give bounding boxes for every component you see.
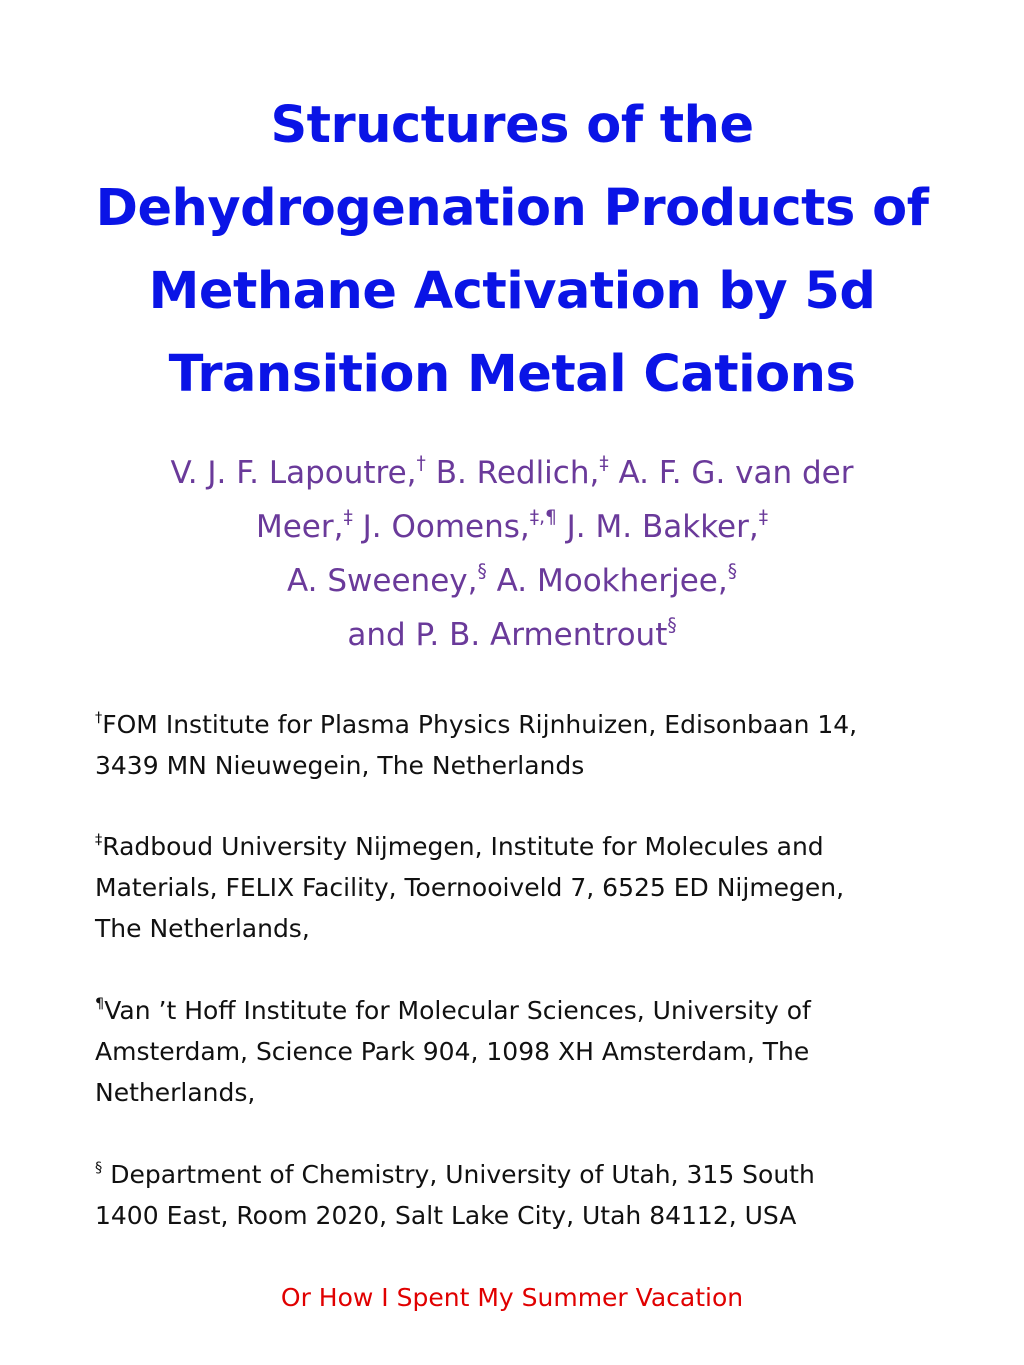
affiliation-line [95, 1154, 975, 1195]
affiliation-marker: ‡ [599, 452, 609, 474]
affiliation-marker: § [667, 614, 677, 636]
title-line: Structures of the [270, 96, 754, 155]
author-text: J. M. Bakker, [556, 509, 759, 545]
author-text: and P. B. Armentrout [347, 617, 668, 653]
affiliation-line [95, 826, 975, 867]
author-text: A. Sweeney, [287, 563, 478, 599]
affiliation-vant-hoff [95, 990, 975, 1113]
subtitle-tagline: Or How I Spent My Summer Vacation [280, 1283, 744, 1312]
affiliation-marker: ‡,¶ [529, 506, 557, 528]
affiliation-marker: § [477, 560, 487, 582]
author-text: B. Redlich, [425, 455, 600, 491]
affiliation-line: The Netherlands, [95, 914, 310, 943]
affiliation-radboud [95, 826, 975, 949]
title-line: Methane Activation by 5d [148, 262, 876, 321]
title-line: Dehydrogenation Products of [95, 179, 929, 238]
author-line [60, 608, 964, 662]
affiliation-text: FOM Institute for Plasma Physics Rijnhuizen, Edisonbaan 14, [102, 710, 858, 739]
author-text: J. Oomens, [352, 509, 530, 545]
affiliation-text: Van ’t Hoff Institute for Molecular Sciences, University of [104, 996, 811, 1025]
affiliation-utah [95, 1154, 975, 1236]
affiliation-text: Radboud University Nijmegen, Institute for Molecules and [102, 832, 824, 861]
affiliation-line [95, 990, 975, 1031]
title-line: Transition Metal Cations [168, 345, 856, 404]
affiliation-fom [95, 704, 975, 786]
affiliation-line: 1400 East, Room 2020, Salt Lake City, Utah 84112, USA [95, 1201, 797, 1230]
author-line [60, 446, 964, 500]
affiliation-line [95, 704, 975, 745]
author-list [60, 446, 964, 662]
author-line [60, 500, 964, 554]
author-text: A. F. G. van der [608, 455, 854, 491]
affiliation-marker: § [95, 1159, 103, 1176]
affiliation-marker: ‡ [758, 506, 769, 528]
affiliation-marker: ‡ [95, 831, 103, 848]
author-text: A. Mookherjee, [486, 563, 728, 599]
affiliation-marker: § [727, 560, 737, 582]
affiliation-marker: ‡ [343, 506, 353, 528]
affiliation-line: 3439 MN Nieuwegein, The Netherlands [95, 751, 585, 780]
affiliation-line: Amsterdam, Science Park 904, 1098 XH Amsterdam, The [95, 1037, 810, 1066]
page-title [60, 84, 964, 416]
author-text: V. J. F. Lapoutre, [170, 455, 417, 491]
affiliation-text: Department of Chemistry, University of Utah, 315 South [102, 1160, 815, 1189]
affiliation-line: Netherlands, [95, 1078, 256, 1107]
author-text: Meer, [255, 509, 344, 545]
author-line [60, 554, 964, 608]
affiliation-marker: † [95, 709, 103, 726]
affiliation-marker: ¶ [95, 995, 105, 1012]
affiliation-marker: † [416, 452, 426, 474]
affiliation-line: Materials, FELIX Facility, Toernooiveld 7, 6525 ED Nijmegen, [95, 873, 845, 902]
